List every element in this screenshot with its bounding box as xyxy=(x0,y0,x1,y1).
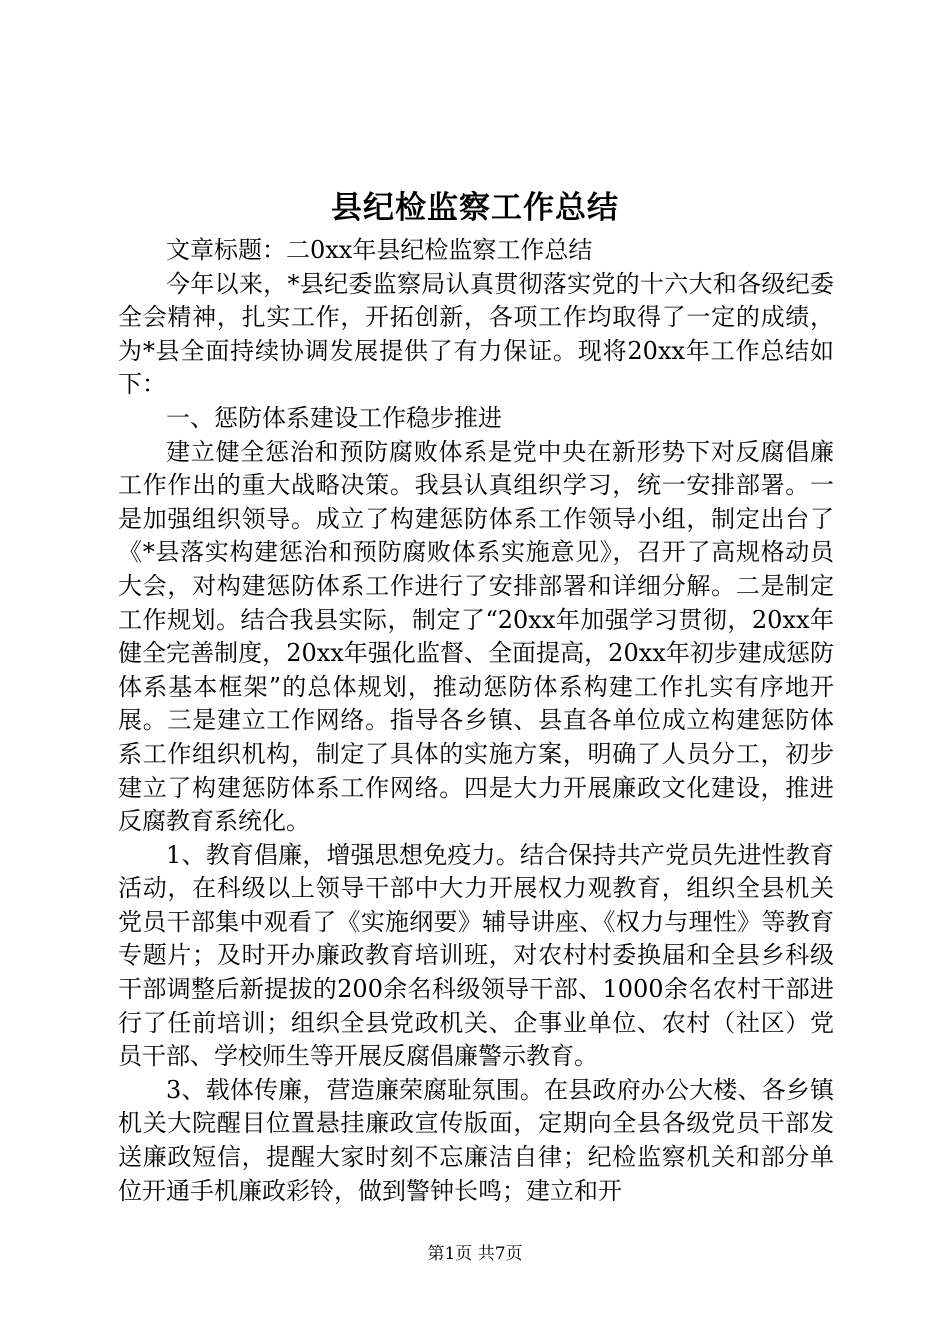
section-heading: 一、惩防体系建设工作稳步推进 xyxy=(166,403,502,432)
body-paragraph: 1、教育倡廉，增强思想免疫力。结合保持共产党员先进性教育活动，在科级以上领导干部中大力开展权力观教育，组织全县机关党员干部集中观看了《实施纲要》辅导讲座、《权力与理性》等教育专题片；及时开办廉政教育培训班，对农村村委换届和全县乡科级干部调整后新提拔的200余名科级领导干部、1000余名农村干部进行了任前培训；组织全县党政机关、企事业单位、农村（社区）党员干部、学校师生等开展反腐倡廉警示教育。 xyxy=(118,840,834,1071)
article-title-line: 文章标题：二0xx年县纪检监察工作总结 xyxy=(166,236,593,264)
page-footer: 第1页 共7页 xyxy=(427,1244,523,1264)
document-body xyxy=(118,234,834,1208)
body-paragraph: 3、载体传廉，营造廉荣腐耻氛围。在县政府办公大楼、各乡镇机关大院醒目位置悬挂廉政宣传版面，定期向全县各级党员干部发送廉政短信，提醒大家时刻不忘廉洁自律；纪检监察机关和部分单位开通手机廉政彩铃，做到警钟长鸣；建立和开 xyxy=(118,1075,834,1205)
body-paragraph: 建立健全惩治和预防腐败体系是党中央在新形势下对反腐倡廉工作作出的重大战略决策。我县认真组织学习，统一安排部署。一是加强组织领导。成立了构建惩防体系工作领导小组，制定出台了《*县落实构建惩治和预防腐败体系实施意见》，召开了高规格动员大会，对构建惩防体系工作进行了安排部署和详细分解。二是制定工作规划。结合我县实际，制定了“20xx年加强学习贯彻，20xx年健全完善制度，20xx年强化监督、全面提高，20xx年初步建成惩防体系基本框架”的总体规划，推动惩防体系构建工作扎实有序地开展。三是建立工作网络。指导各乡镇、县直各单位成立构建惩防体系工作组织机构，制定了具体的实施方案，明确了人员分工，初步建立了构建惩防体系工作网络。四是大力开展廉政文化建设，推进反腐教育系统化。 xyxy=(118,437,834,836)
document-title: 县纪检监察工作总结 xyxy=(331,190,619,226)
intro-paragraph: 今年以来，*县纪委监察局认真贯彻落实党的十六大和各级纪委全会精神，扎实工作，开拓创新，各项工作均取得了一定的成绩，为*县全面持续协调发展提供了有力保证。现将20xx年工作总结如下： xyxy=(118,269,834,399)
